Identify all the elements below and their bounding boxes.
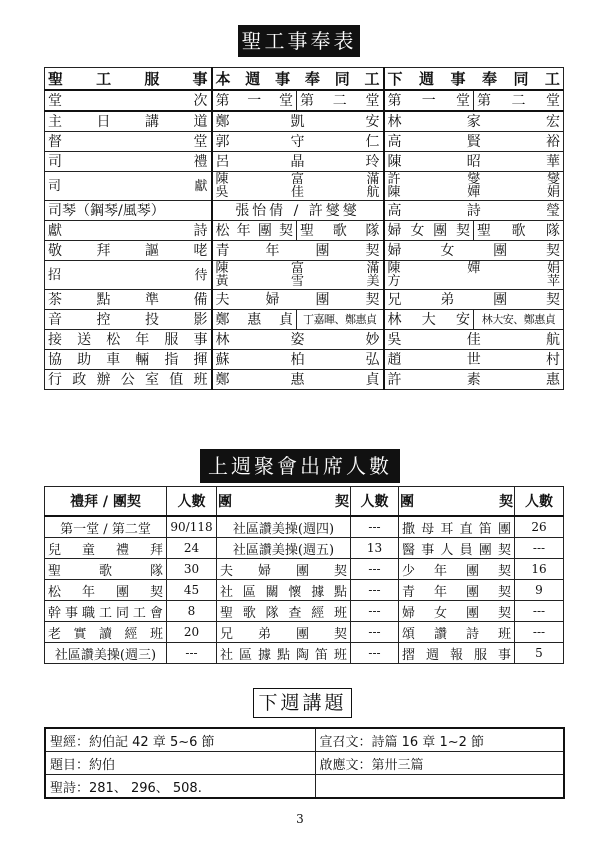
duty-this-half xyxy=(297,310,384,330)
attendance-count: 90/118 xyxy=(167,516,217,538)
attendance-count: --- xyxy=(515,538,564,559)
assignee: 張怡倩 / 許燮燮 xyxy=(235,202,360,219)
duty-this xyxy=(212,201,384,221)
group-name: 第一堂 / 第二堂 xyxy=(60,521,151,537)
group-name: 醫 事 人 員 團 契 xyxy=(402,542,511,558)
role-label: 司 禮 xyxy=(48,153,208,170)
attendance-table xyxy=(44,486,564,664)
group-name: 撒 母 耳 直 笛 團 xyxy=(402,521,511,537)
attendance-group xyxy=(217,622,351,643)
duty-this xyxy=(212,261,384,290)
duty-this xyxy=(212,172,384,201)
assignee: 林大安、鄭惠貞 xyxy=(481,312,556,326)
attendance-header xyxy=(351,487,399,517)
assignee: 黃 雪 美 xyxy=(215,274,380,289)
assignee: 林 姿 妙 xyxy=(215,331,380,348)
attendance-group xyxy=(45,580,167,601)
duty-role xyxy=(45,132,212,152)
duty-next xyxy=(384,290,564,310)
assignee: 陳 富 滿 xyxy=(215,172,380,187)
attendance-group xyxy=(399,516,515,538)
group-name: 聖 歌 隊 查 經 班 xyxy=(220,605,347,621)
attendance-group xyxy=(217,580,351,601)
header-this-week: 本 週 事 奉 同 工 xyxy=(215,70,380,88)
attendance-header xyxy=(515,487,564,517)
role-label: 獻 詩 xyxy=(48,222,208,239)
attendance-count: 8 xyxy=(167,601,217,622)
attendance-group xyxy=(399,601,515,622)
duty-header-role xyxy=(45,68,212,91)
attendance-row xyxy=(45,601,564,622)
assignee: 兄 弟 團 契 xyxy=(387,291,560,308)
duty-this-half xyxy=(212,90,297,111)
attendance-count: 16 xyxy=(515,559,564,580)
assignee: 陳 昭 華 xyxy=(387,153,560,170)
duty-next xyxy=(384,370,564,390)
attendance-row xyxy=(45,643,564,664)
attendance-section-title: 上週聚會出席人數 xyxy=(200,449,400,483)
att-header-label: 人數 xyxy=(360,494,389,510)
duty-this xyxy=(212,370,384,390)
attendance-count: --- xyxy=(351,643,399,664)
duty-next xyxy=(384,330,564,350)
duty-role xyxy=(45,201,212,221)
group-name: 夫 婦 團 契 xyxy=(220,563,347,579)
assignee: 方 苹 xyxy=(387,274,560,289)
group-name: 兄 弟 團 契 xyxy=(220,626,347,642)
attendance-count: --- xyxy=(351,516,399,538)
assignee: 第 二 堂 xyxy=(300,92,380,109)
duty-next xyxy=(384,132,564,152)
group-name: 兒 童 禮 拜 xyxy=(48,542,163,558)
attendance-header xyxy=(399,487,515,517)
group-name: 青 年 團 契 xyxy=(402,584,511,600)
duty-this-half xyxy=(297,90,384,111)
assignee: 第 一 堂 xyxy=(387,92,470,109)
assignee: 高 賢 裕 xyxy=(387,133,560,150)
attendance-count: --- xyxy=(515,622,564,643)
duty-role xyxy=(45,370,212,390)
duty-table xyxy=(44,67,564,390)
attendance-group xyxy=(217,559,351,580)
duty-next xyxy=(384,241,564,261)
role-label: 茶 點 準 備 xyxy=(48,291,208,308)
assignee: 吳 佳 航 xyxy=(387,331,560,348)
duty-row xyxy=(45,330,564,350)
attendance-group xyxy=(399,559,515,580)
assignee: 林 家 宏 xyxy=(387,113,560,130)
duty-row xyxy=(45,90,564,111)
attendance-row xyxy=(45,622,564,643)
attendance-group xyxy=(217,516,351,538)
assignee: 許 素 惠 xyxy=(387,371,560,388)
assignee: 陳 富 滿 xyxy=(215,261,380,276)
assignee: 第 二 堂 xyxy=(477,92,560,109)
duty-row xyxy=(45,201,564,221)
attendance-count: --- xyxy=(351,559,399,580)
duty-row xyxy=(45,111,564,132)
responsive-reading: 啟應文：第卅三篇 xyxy=(315,752,564,775)
duty-this xyxy=(212,241,384,261)
assignee: 吳 佳 航 xyxy=(215,185,380,200)
assignee: 夫 婦 團 契 xyxy=(215,291,380,308)
duty-role xyxy=(45,290,212,310)
duty-next xyxy=(384,201,564,221)
sermon-topic: 題目：約伯 xyxy=(45,752,315,775)
assignee: 陳 嬋 娟 xyxy=(387,185,560,200)
attendance-count: 13 xyxy=(351,538,399,559)
duty-row xyxy=(45,261,564,290)
att-header-label: 人數 xyxy=(177,494,206,510)
call-to-worship: 宣召文：詩篇 16 章 1~2 節 xyxy=(315,728,564,752)
duty-role xyxy=(45,310,212,330)
assignee: 林 大 安 xyxy=(387,311,470,328)
attendance-count: 45 xyxy=(167,580,217,601)
assignee: 聖 歌 隊 xyxy=(477,222,560,239)
assignee: 呂 晶 玲 xyxy=(215,153,380,170)
duty-row xyxy=(45,310,564,330)
attendance-count: --- xyxy=(167,643,217,664)
attendance-row xyxy=(45,580,564,601)
assignee: 松 年 團 契 xyxy=(215,222,293,239)
attendance-group xyxy=(217,601,351,622)
att-header-label: 團 契 xyxy=(218,494,349,510)
header-next-week: 下 週 事 奉 同 工 xyxy=(387,70,560,88)
role-label: 協 助 車 輛 指 揮 xyxy=(48,351,208,368)
duty-this xyxy=(212,152,384,172)
duty-this xyxy=(212,330,384,350)
attendance-header xyxy=(217,487,351,517)
assignee: 郭 守 仁 xyxy=(215,133,380,150)
duty-next-half xyxy=(384,310,474,330)
duty-next-half xyxy=(474,90,564,111)
attendance-count: 20 xyxy=(167,622,217,643)
attendance-group xyxy=(45,538,167,559)
group-name: 社 區 據 點 陶 笛 班 xyxy=(220,647,347,663)
group-name: 社區讚美操(週五) xyxy=(232,542,335,558)
attendance-count: --- xyxy=(515,601,564,622)
att-header-label: 團 契 xyxy=(400,494,513,510)
empty-cell xyxy=(315,775,564,799)
role-label: 司 獻 xyxy=(48,178,208,194)
hymns: 聖詩：281、 296、 508. xyxy=(45,775,315,799)
assignee: 鄭 凱 安 xyxy=(215,113,380,130)
role-label: 司琴（鋼琴/風琴） xyxy=(48,202,165,219)
duty-role xyxy=(45,111,212,132)
role-label: 招 待 xyxy=(48,267,208,283)
role-label: 主 日 講 道 xyxy=(48,113,208,130)
attendance-header xyxy=(167,487,217,517)
att-header-label: 人數 xyxy=(525,494,553,510)
role-label: 行 政 辦 公 室 值 班 xyxy=(48,371,208,388)
assignee: 丁嘉暉、鄭惠貞 xyxy=(303,312,377,326)
duty-this-half xyxy=(212,310,297,330)
assignee: 婦 女 團 契 xyxy=(387,222,470,239)
duty-role xyxy=(45,152,212,172)
role-label: 督 堂 xyxy=(48,133,208,150)
attendance-count: --- xyxy=(351,622,399,643)
role-label: 音 控 投 影 xyxy=(48,311,208,328)
attendance-group xyxy=(399,538,515,559)
assignee: 青 年 團 契 xyxy=(215,242,380,259)
duty-row xyxy=(45,290,564,310)
assignee: 婦 女 團 契 xyxy=(387,242,560,259)
group-name: 社區讚美操(週三) xyxy=(54,647,157,663)
attendance-group xyxy=(399,622,515,643)
duty-role xyxy=(45,90,212,111)
duty-row xyxy=(45,221,564,241)
assignee: 鄭 惠 貞 xyxy=(215,371,380,388)
duty-next xyxy=(384,172,564,201)
role-label: 接 送 松 年 服 事 xyxy=(48,331,208,348)
attendance-count: 5 xyxy=(515,643,564,664)
duty-next xyxy=(384,152,564,172)
role-label: 堂 次 xyxy=(48,92,208,109)
attendance-group xyxy=(45,559,167,580)
duty-header-next-week xyxy=(384,68,564,91)
scripture-reading: 聖經：約伯記 42 章 5~6 節 xyxy=(45,728,315,752)
attendance-row xyxy=(45,538,564,559)
assignee: 高 詩 瑩 xyxy=(387,202,560,219)
group-name: 頌 讚 詩 班 xyxy=(402,626,511,642)
topics-table xyxy=(44,727,565,799)
attendance-header xyxy=(45,487,167,517)
duty-role xyxy=(45,330,212,350)
assignee: 趙 世 村 xyxy=(387,351,560,368)
duty-role xyxy=(45,241,212,261)
duty-role xyxy=(45,261,212,290)
group-name: 社區讚美操(週四) xyxy=(232,521,335,537)
duty-next xyxy=(384,111,564,132)
duty-next xyxy=(384,350,564,370)
duty-this xyxy=(212,350,384,370)
attendance-group xyxy=(399,580,515,601)
assignee: 蘇 柏 弘 xyxy=(215,351,380,368)
attendance-count: 9 xyxy=(515,580,564,601)
attendance-group xyxy=(45,643,167,664)
duty-next-half xyxy=(384,90,474,111)
duty-row xyxy=(45,172,564,201)
duty-row xyxy=(45,241,564,261)
att-header-label: 禮拜 / 團契 xyxy=(70,494,141,510)
attendance-count: --- xyxy=(351,580,399,601)
header-role: 聖 工 服 事 xyxy=(48,70,208,88)
attendance-group xyxy=(217,538,351,559)
duty-role xyxy=(45,172,212,201)
assignee: 陳 嬋 娟 xyxy=(387,261,560,276)
group-name: 婦 女 團 契 xyxy=(402,605,511,621)
duty-section-title: 聖工事奉表 xyxy=(238,25,360,57)
group-name: 聖 歌 隊 xyxy=(48,563,163,579)
duty-this xyxy=(212,132,384,152)
duty-role xyxy=(45,350,212,370)
duty-header-this-week xyxy=(212,68,384,91)
role-label: 敬 拜 謳 咾 xyxy=(48,242,208,259)
duty-next-half xyxy=(384,221,474,241)
duty-this-half xyxy=(212,221,297,241)
attendance-count: 24 xyxy=(167,538,217,559)
group-name: 社 區 關 懷 據 點 xyxy=(220,584,347,600)
page-number: 3 xyxy=(296,812,304,826)
attendance-group xyxy=(217,643,351,664)
attendance-group xyxy=(45,601,167,622)
duty-row xyxy=(45,350,564,370)
group-name: 幹 事 職 工 同 工 會 xyxy=(48,605,163,621)
duty-next-half xyxy=(474,310,564,330)
topics-section-title: 下週講題 xyxy=(253,688,352,718)
assignee: 第 一 堂 xyxy=(215,92,293,109)
duty-row xyxy=(45,370,564,390)
assignee: 許 燮 燮 xyxy=(387,172,560,187)
attendance-group xyxy=(45,622,167,643)
duty-row xyxy=(45,132,564,152)
attendance-group xyxy=(399,643,515,664)
assignee: 鄭 惠 貞 xyxy=(215,311,293,328)
assignee: 聖 歌 隊 xyxy=(300,222,380,239)
attendance-row xyxy=(45,559,564,580)
duty-this-half xyxy=(297,221,384,241)
duty-next xyxy=(384,261,564,290)
attendance-count: --- xyxy=(351,601,399,622)
duty-this xyxy=(212,111,384,132)
attendance-group xyxy=(45,516,167,538)
group-name: 老 實 讀 經 班 xyxy=(48,626,163,642)
group-name: 摺 週 報 服 事 xyxy=(402,647,511,663)
duty-role xyxy=(45,221,212,241)
attendance-count: 30 xyxy=(167,559,217,580)
group-name: 松 年 團 契 xyxy=(48,584,163,600)
group-name: 少 年 團 契 xyxy=(402,563,511,579)
duty-next-half xyxy=(474,221,564,241)
attendance-row xyxy=(45,516,564,538)
duty-row xyxy=(45,152,564,172)
attendance-count: 26 xyxy=(515,516,564,538)
duty-this xyxy=(212,290,384,310)
